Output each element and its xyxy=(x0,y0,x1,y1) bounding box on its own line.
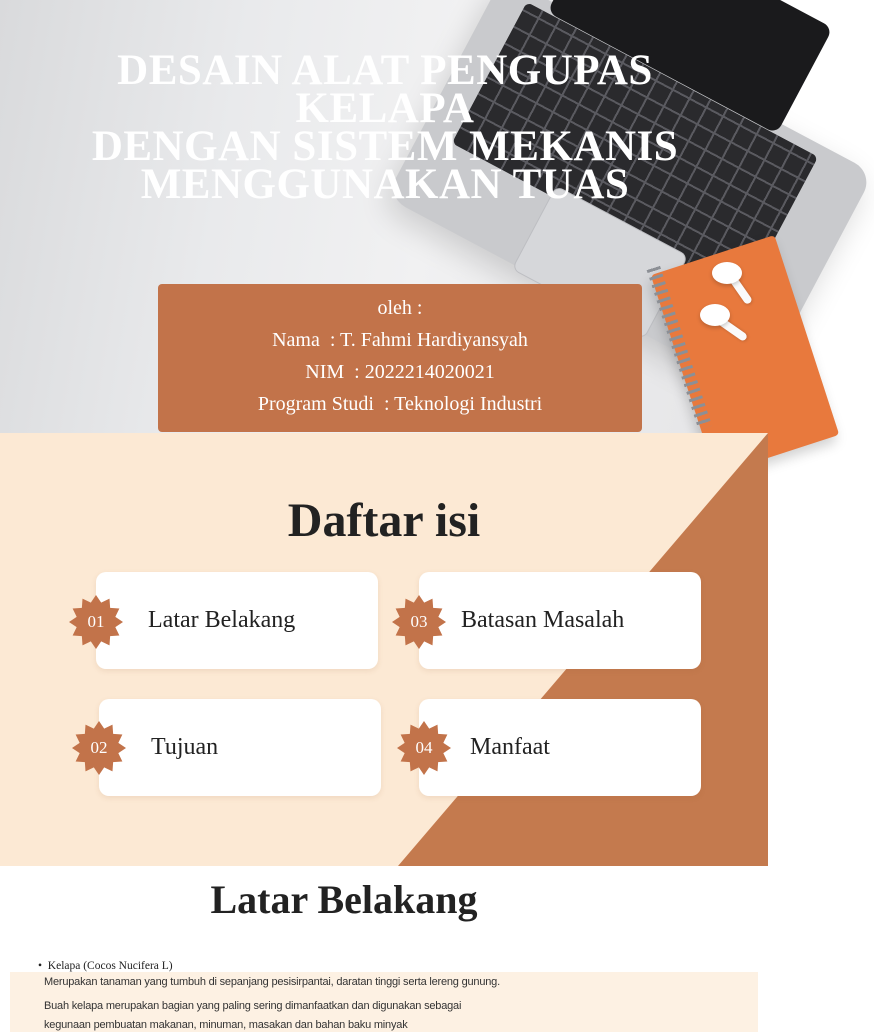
toc-item-label: Manfaat xyxy=(470,734,550,760)
bullet-text: Kelapa (Cocos Nucifera L) xyxy=(47,960,173,972)
author-program: Program Studi : Teknologi Industri xyxy=(257,393,543,415)
author-name: Nama : T. Fahmi Hardiyansyah xyxy=(272,329,528,351)
badge-number: 02 xyxy=(90,738,108,757)
title-slide xyxy=(0,0,768,433)
toc-item-tujuan[interactable] xyxy=(99,699,381,796)
badge-number: 04 xyxy=(415,738,433,757)
badge-number: 01 xyxy=(87,612,105,631)
bullet-item: • Kelapa (Cocos Nucifera L) xyxy=(38,960,173,972)
badge-icon xyxy=(71,720,127,776)
toc-item-label: Tujuan xyxy=(151,734,219,760)
toc-item-label: Batasan Masalah xyxy=(461,607,625,633)
section-title: Latar Belakang xyxy=(210,877,478,922)
toc-item-latar-belakang[interactable] xyxy=(96,572,378,669)
earbud-right xyxy=(700,304,730,326)
title-line: DESAIN ALAT PENGUPAS xyxy=(117,47,653,94)
author-nim: NIM : 2022214020021 xyxy=(305,361,495,383)
paragraph: Buah kelapa merupakan bagian yang paling sering dimanfaatkan dan digunakan sebagai xyxy=(44,1000,462,1012)
paragraph: Merupakan tanaman yang tumbuh di sepanjang pesisirpantai, daratan tinggi serta lereng gunung. xyxy=(44,976,500,988)
toc-slide xyxy=(0,433,768,866)
toc-item-manfaat[interactable] xyxy=(419,699,701,796)
badge-icon xyxy=(396,720,452,776)
earbud-left xyxy=(712,262,742,284)
title-line: DENGAN SISTEM MEKANIS xyxy=(91,123,679,170)
title-line: MENGGUNAKAN TUAS xyxy=(140,161,630,208)
badge-number: 03 xyxy=(410,612,428,631)
toc-item-batasan-masalah[interactable] xyxy=(419,572,701,669)
author-info-box xyxy=(158,284,642,432)
author-by-label: oleh : xyxy=(377,297,423,319)
paragraph: kegunaan pembuatan makanan, minuman, masakan dan bahan baku minyak xyxy=(44,1019,408,1031)
background-slide xyxy=(0,866,768,1031)
badge-icon xyxy=(391,594,447,650)
slide-title xyxy=(40,47,730,208)
badge-icon xyxy=(68,594,124,650)
toc-title: Daftar isi xyxy=(287,494,481,547)
title-line: KELAPA xyxy=(295,85,475,132)
toc-item-label: Latar Belakang xyxy=(148,607,296,633)
